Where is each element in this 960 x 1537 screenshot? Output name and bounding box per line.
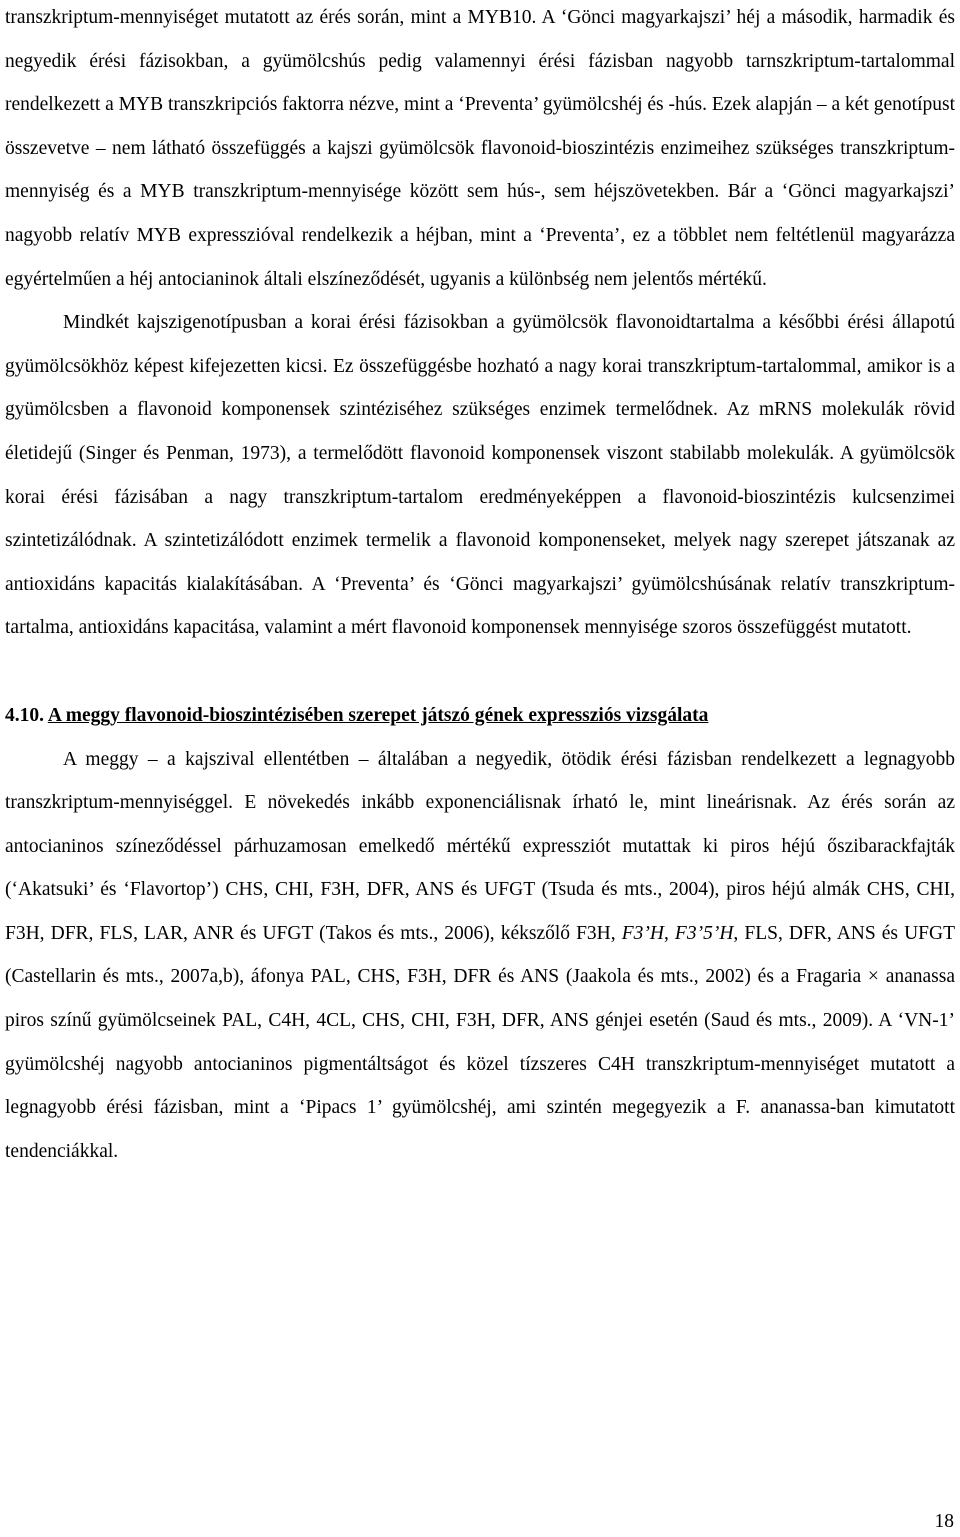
gene-name-italic: F3’5’H bbox=[674, 922, 734, 944]
paragraph-text-part: A meggy – a kajszival ellentétben – általában a negyedik, ötödik érési fázisban rendelkezett a legnagyobb transzkriptum-mennyiséggel. E növekedés inkább exponenciálisnak írható le, mint lineárisnak. Az érés során az antocianinos színeződéssel párhuzamosan emelkedő mértékű expressziót mutattak ki piros héjú őszibarackfajták (‘Akatsuki’ és ‘Flavortop’) CHS, CHI, F3H, DFR, ANS és UFGT (Tsuda és mts., 2004), piros héjú almák CHS, CHI, F3H, DFR, FLS, LAR, ANR és UFGT (Takos és mts., 2006), kékszőlő F3H, bbox=[5, 748, 955, 944]
page-number: 18 bbox=[934, 1511, 954, 1532]
paragraph-text-separator: , bbox=[663, 922, 675, 944]
section-number: 4.10. bbox=[5, 704, 44, 726]
paragraph-flavonoid-content: Mindkét kajszigenotípusban a korai érési fázisokban a gyümölcsök flavonoidtartalma a későbbi érési állapotú gyümölcsökhöz képest kifejezetten kicsi. Ez összefüggésbe hozható a nagy korai transzkriptum-tartalommal, amikor is a gyümölcsben a flavonoid komponensek szintéziséhez szükséges enzimek termelődnek. Az mRNS molekulák rövid életidejű (Singer és Penman, 1973), a termelődött flavonoid komponensek viszont stabilabb molekulák. A gyümölcsök korai érési fázisában a nagy transzkriptum-tartalom eredményeképpen a flavonoid-bioszintézis kulcsenzimei szintetizálódnak. A szintetizálódott enzimek termelik a flavonoid komponenseket, melyek nagy szerepet játszanak az antioxidáns kapacitás kialakításában. A ‘Preventa’ és ‘Gönci magyarkajszi’ gyümölcshúsának relatív transzkriptum-tartalma, antioxidáns kapacitása, valamint a mért flavonoid komponensek mennyisége szoros összefüggést mutatott. bbox=[5, 312, 955, 639]
paragraph-kajszi-myb: transzkriptum-mennyiséget mutatott az érés során, mint a MYB10. A ‘Gönci magyarkajszi’ héj a második, harmadik és negyedik érési fázisokban, a gyümölcshús pedig valamennyi érési fázisban nagyobb tarnszkriptum-tartalommal rendelkezett a MYB transzkripciós faktorra nézve, mint a ‘Preventa’ gyümölcshéj és -hús. Ezek alapján – a két genotípust összevetve – nem látható összefüggés a kajszi gyümölcsök flavonoid-bioszintézis enzimeihez szükséges transzkriptum-mennyiség és a MYB transzkriptum-mennyisége között sem hús-, sem héjszövetekben. Bár a ‘Gönci magyarkajszi’ nagyobb relatív MYB expresszióval rendelkezik a héjban, mint a ‘Preventa’, ez a többlet nem feltétlenül magyarázza egyértelműen a héj antocianinok általi elszíneződését, ugyanis a különbség nem jelentős mértékű. bbox=[5, 7, 955, 290]
gene-name-italic: F3’H bbox=[621, 922, 664, 944]
section-title: A meggy flavonoid-bioszintézisében szerepet játszó gének expressziós vizsgálata bbox=[47, 704, 709, 726]
document-page bbox=[5, 0, 955, 1173]
section-spacer bbox=[5, 650, 955, 694]
paragraph-meggy-expression bbox=[5, 738, 955, 1174]
paragraph-text-part: , FLS, DFR, ANS és UFGT (Castellarin és mts., 2007a,b), áfonya PAL, CHS, F3H, DFR és ANS (Jaakola és mts., 2002) és a Fragaria × ananassa piros színű gyümölcseinek PAL, C4H, 4CL, CHS, CHI, F3H, DFR, ANS génjei esetén (Saud és mts., 2009). A ‘VN-1’ gyümölcshéj nagyobb antocianinos pigmentáltságot és közel tízszeres C4H transzkriptum-mennyiséget mutatott a legnagyobb érési fázisban, mint a ‘Pipacs 1’ gyümölcshéj, ami szintén megegyezik a F. ananassa-ban kimutatott tendenciákkal. bbox=[5, 922, 956, 1162]
section-heading bbox=[5, 694, 955, 738]
